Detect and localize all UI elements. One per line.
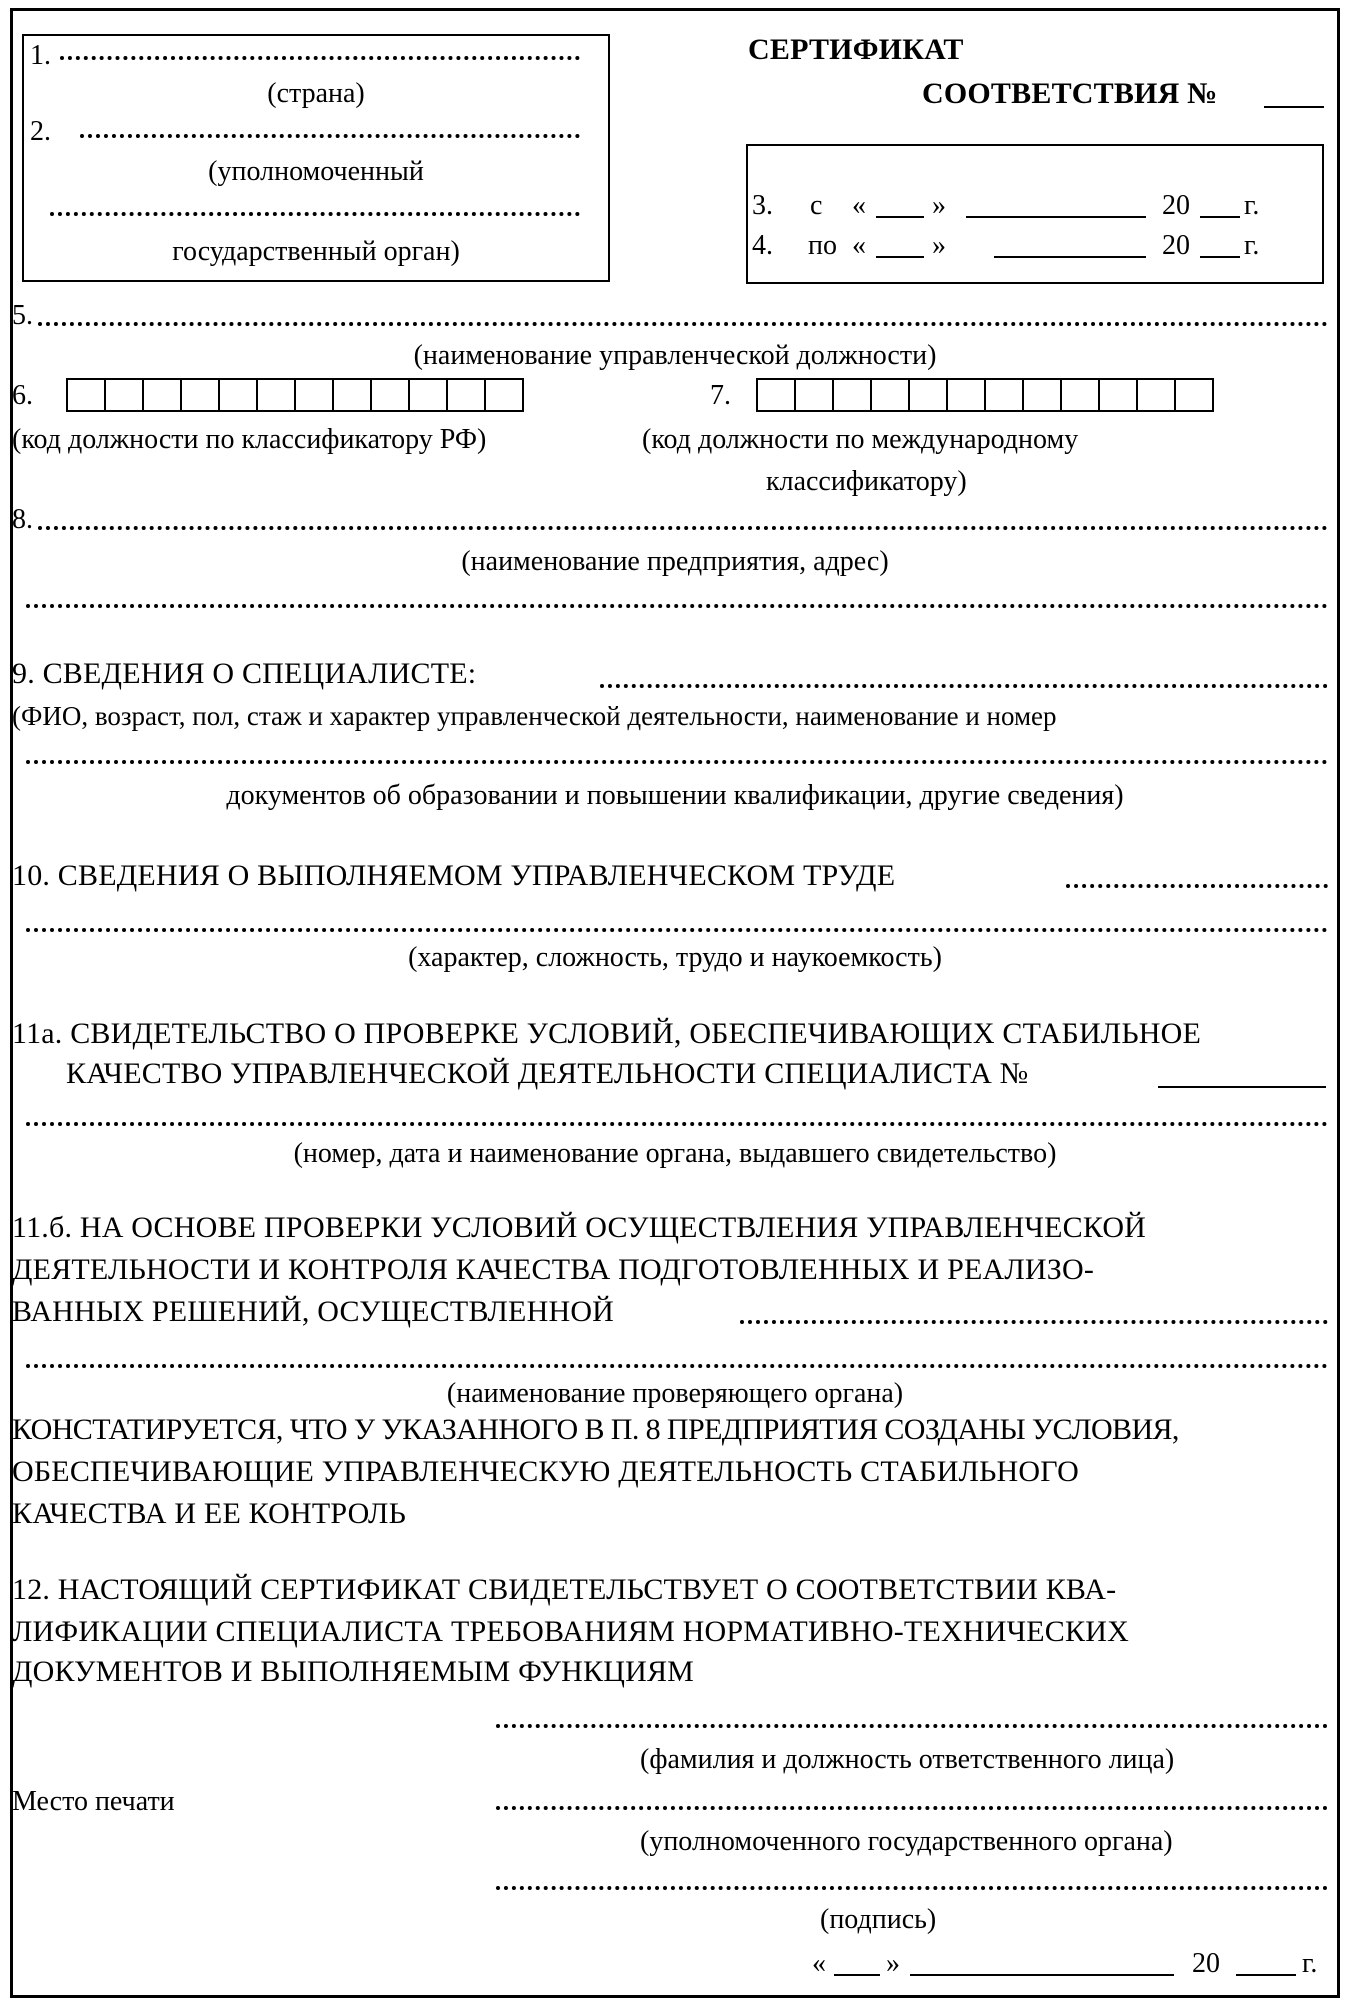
validity-period-box [746,144,1324,284]
field-5-caption: (наименование управленческой должности) [413,340,937,371]
field-4-quote-open: « [852,230,866,261]
field-3-year-suffix: г. [1244,190,1260,221]
field-12-line-3: ДОКУМЕНТОВ И ВЫПОЛНЯЕМЫМ ФУНКЦИЯМ [12,1655,695,1688]
field-10-caption: (характер, сложность, трудо и наукоемкость) [408,942,942,973]
sign-date-quote-open: « [812,1948,826,1979]
field-4-year-blank [1200,256,1240,258]
field-1-caption: (страна) [267,78,365,109]
field-2-caption-a: (уполномоченный [208,156,424,187]
field-5-number: 5. [12,300,33,331]
field-12-line-2: ЛИФИКАЦИИ СПЕЦИАЛИСТА ТРЕБОВАНИЯМ НОРМАТИВНО-ТЕХНИЧЕСКИХ [12,1615,1129,1648]
field-1-number: 1. [30,40,51,71]
field-7-number: 7. [710,380,731,411]
field-2-line-2 [50,212,580,216]
field-9-line [600,684,1328,688]
field-9-caption-b: документов об образовании и повышении квалификации, другие сведения) [226,780,1124,811]
certificate-title-number-label: СООТВЕТСТВИЯ № [922,77,1218,110]
field-11a-line [26,1122,1328,1126]
field-5-line [38,322,1328,326]
field-6-number: 6. [12,380,33,411]
certificate-number-blank [1264,106,1324,108]
authority-line [496,1806,1328,1810]
field-10-line [1066,884,1328,888]
field-7-caption-a: (код должности по международному [642,424,1079,455]
field-2-line [80,134,580,138]
field-3-year: 20 [1162,190,1190,221]
field-3-prefix: с [810,190,823,221]
field-11a-line-2: КАЧЕСТВО УПРАВЛЕНЧЕСКОЙ ДЕЯТЕЛЬНОСТИ СПЕЦИАЛИСТА № [66,1057,1029,1090]
field-11b-line-5: ОБЕСПЕЧИВАЮЩИЕ УПРАВЛЕНЧЕСКУЮ ДЕЯТЕЛЬНОСТЬ СТАБИЛЬНОГО [12,1455,1079,1488]
field-9-heading: 9. СВЕДЕНИЯ О СПЕЦИАЛИСТЕ: [12,657,477,690]
field-12-line-1: 12. НАСТОЯЩИЙ СЕРТИФИКАТ СВИДЕТЕЛЬСТВУЕТ О СООТВЕТСТВИИ КВА- [12,1573,1117,1606]
field-4-year: 20 [1162,230,1190,261]
field-4-year-suffix: г. [1244,230,1260,261]
field-3-month-blank [966,216,1146,218]
field-3-quote-close: » [932,190,946,221]
field-11a-caption: (номер, дата и наименование органа, выдавшего свидетельство) [293,1138,1057,1169]
field-7-caption-b: классификатору) [766,466,967,497]
field-9-line-2 [26,760,1328,764]
field-4-month-blank [994,256,1146,258]
field-11b-line-4: КОНСТАТИРУЕТСЯ, ЧТО У УКАЗАННОГО В П. 8 ПРЕДПРИЯТИЯ СОЗДАНЫ УСЛОВИЯ, [12,1413,1179,1446]
field-6-caption: (код должности по классификатору РФ) [12,424,487,455]
sign-date-month-blank [910,1974,1174,1976]
field-3-quote-open: « [852,190,866,221]
field-3-day-blank [876,216,924,218]
seal-place-label: Место печати [12,1786,175,1817]
sign-date-quote-close: » [886,1948,900,1979]
field-11b-line [740,1320,1328,1324]
responsible-person-caption: (фамилия и должность ответственного лица) [640,1744,1175,1775]
signature-line [496,1886,1328,1890]
field-2-caption-b: государственный орган) [172,236,460,267]
field-11a-number-blank [1158,1086,1326,1088]
field-7-code-cells[interactable] [756,378,1214,412]
sign-date-year-suffix: г. [1302,1948,1318,1979]
field-11b-line-6: КАЧЕСТВА И ЕЕ КОНТРОЛЬ [12,1497,406,1530]
field-6-code-cells[interactable] [66,378,524,412]
field-11b-line-3: ВАННЫХ РЕШЕНИЙ, ОСУЩЕСТВЛЕННОЙ [12,1295,615,1328]
field-10-heading: 10. СВЕДЕНИЯ О ВЫПОЛНЯЕМОМ УПРАВЛЕНЧЕСКОМ ТРУДЕ [12,859,896,892]
field-2-number: 2. [30,116,51,147]
field-9-caption-a: (ФИО, возраст, пол, стаж и характер управленческой деятельности, наименование и номер [12,701,1057,731]
field-4-quote-close: » [932,230,946,261]
field-8-number: 8. [12,504,33,535]
field-11a-line-1: 11а. СВИДЕТЕЛЬСТВО О ПРОВЕРКЕ УСЛОВИЙ, ОБЕСПЕЧИВАЮЩИХ СТАБИЛЬНОЕ [12,1017,1202,1050]
field-10-line-2 [26,928,1328,932]
signature-caption: (подпись) [820,1904,937,1935]
field-4-number: 4. [752,230,773,261]
field-3-number: 3. [752,190,773,221]
sign-date-year-blank [1236,1974,1296,1976]
authority-caption: (уполномоченного государственного органа) [640,1826,1173,1857]
field-3-year-blank [1200,216,1240,218]
responsible-person-line [496,1724,1328,1728]
field-8-line-2 [26,604,1328,608]
field-11b-caption: (наименование проверяющего органа) [446,1378,904,1409]
field-4-prefix: по [808,230,837,261]
field-8-caption: (наименование предприятия, адрес) [461,546,889,577]
form-frame [10,8,1340,1998]
field-11b-line-2: ДЕЯТЕЛЬНОСТИ И КОНТРОЛЯ КАЧЕСТВА ПОДГОТОВЛЕННЫХ И РЕАЛИЗО- [12,1253,1095,1286]
field-4-day-blank [876,256,924,258]
field-11b-line-2 [26,1364,1328,1368]
field-8-line [38,526,1328,530]
field-11b-line-1: 11.б. НА ОСНОВЕ ПРОВЕРКИ УСЛОВИЙ ОСУЩЕСТВЛЕНИЯ УПРАВЛЕНЧЕСКОЙ [12,1211,1147,1244]
sign-date-day-blank [834,1974,880,1976]
field-1-line [60,56,580,60]
sign-date-year: 20 [1192,1948,1220,1979]
certificate-title: СЕРТИФИКАТ [748,33,964,66]
